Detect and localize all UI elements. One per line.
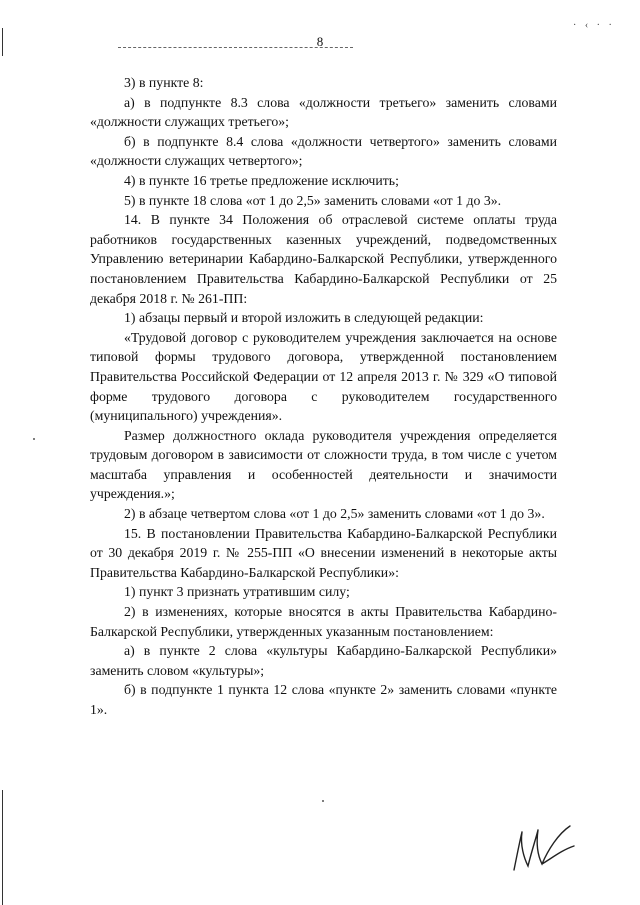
paragraph-15-2: 2) в изменениях, которые вносятся в акты Правительства Кабардино-Балкарской Республики, утвержденных указанным постановлением: — [90, 604, 557, 639]
paragraph-15-2a: а) в пункте 2 слова «культуры Кабардино-Балкарской Республики» заменить словом «культуры»; — [90, 643, 557, 678]
scan-margin-line-bottom — [2, 790, 3, 905]
scan-speck — [322, 800, 324, 802]
handwritten-signature — [508, 820, 578, 875]
document-body — [90, 73, 557, 720]
paragraph-15: 15. В постановлении Правительства Кабардино-Балкарской Республики от 30 декабря 2019 г. № 255-ПП «О внесении изменений в некоторые акты Правительства Кабардино-Балкарской Республики»: — [90, 525, 557, 580]
paragraph-14: 14. В пункте 34 Положения об отраслевой системе оплаты труда работников государственных казенных учреждений, подведомственных Управлению ветеринарии Кабардино-Балкарской Республики, утвержденного постановлением Правительства Кабардино-Балкарской Республики от 25 декабря 2018 г. № 261-ПП: — [90, 212, 557, 306]
paragraph-5: 5) в пункте 18 слова «от 1 до 2,5» заменить словами «от 1 до 3». — [124, 192, 502, 208]
paragraph-3a: а) в подпункте 8.3 слова «должности третьего» заменить словами «должности служащих третьего»; — [90, 94, 557, 130]
page-number: 8 — [316, 34, 324, 49]
scan-artifact-dashes — [118, 47, 353, 50]
paragraph-quote-2: Размер должностного оклада руководителя учреждения определяется трудовым договором в зависимости от сложности труда, в том числе с учетом масштаба управления и особенностей деятельности и значимости учреждения.»; — [90, 427, 557, 502]
scan-speck — [33, 438, 35, 440]
paragraph-3b: б) в подпункте 8.4 слова «должности четвертого» заменить словами «должности служащих четвертого»; — [90, 133, 557, 169]
paragraph-14-2: 2) в абзаце четвертом слова «от 1 до 2,5» заменить словами «от 1 до 3». — [124, 506, 545, 522]
scan-artifact-corner-marks: · ‹ · · — [573, 20, 615, 31]
paragraph-15-2b: б) в подпункте 1 пункта 12 слова «пункте 2» заменить словами «пункте 1». — [90, 682, 557, 717]
paragraph-3: 3) в пункте 8: — [124, 75, 204, 90]
paragraph-14-1: 1) абзацы первый и второй изложить в следующей редакции: — [124, 310, 484, 326]
paragraph-15-1: 1) пункт 3 признать утратившим силу; — [124, 584, 350, 600]
paragraph-quote-1: «Трудовой договор с руководителем учреждения заключается на основе типовой формы трудового договора, утвержденной постановлением Правительства Российской Федерации от 12 апреля 2013 г. № 329 «О типовой форме трудового договора с руководителем государственного (муниципального) учреждения». — [90, 329, 557, 424]
scan-margin-line-top — [2, 28, 3, 56]
paragraph-4: 4) в пункте 16 третье предложение исключить; — [124, 172, 399, 188]
